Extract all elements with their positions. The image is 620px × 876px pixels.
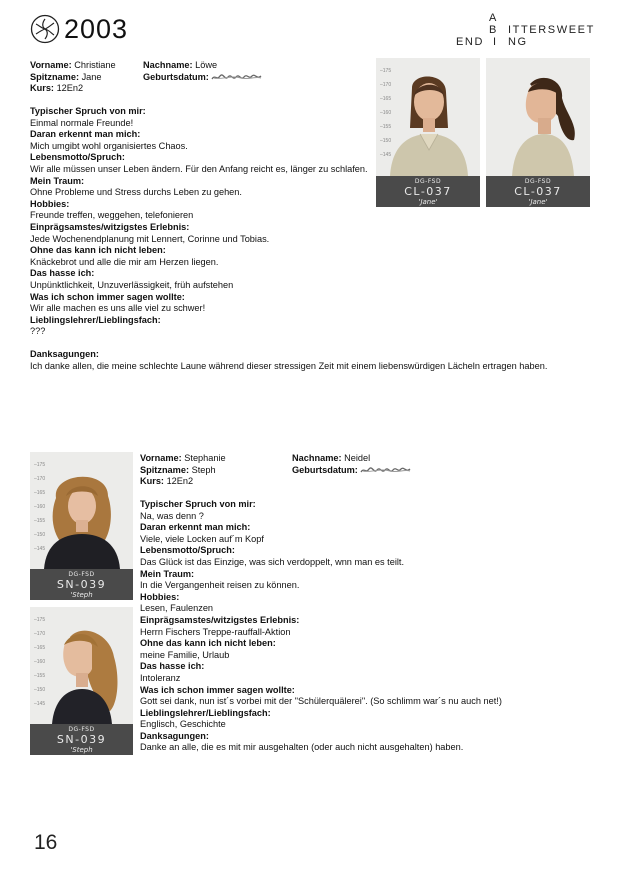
plate-school: DG-FSD (68, 726, 95, 733)
person2-questionnaire (140, 499, 590, 754)
question: Ohne das kann ich nicht leben: (30, 245, 166, 256)
person1-questionnaire (30, 106, 375, 338)
redacted-scribble-icon (211, 73, 263, 82)
answer: Englisch, Geschichte (140, 719, 226, 730)
vorname-label: Vorname: (30, 60, 72, 70)
plate-nickname: 'Steph (70, 591, 93, 599)
kurs-label: Kurs: (140, 476, 164, 487)
brand-word-ng: NG (508, 36, 528, 48)
answer: Danke an alle, die es mit mir ausgehalten (oder auch nicht ausgehalten) haben. (140, 742, 464, 753)
question: Lieblingslehrer/Lieblingsfach: (30, 314, 161, 325)
person2-info (140, 453, 560, 489)
question: Einprägsamstes/witzigstes Erlebnis: (140, 614, 300, 625)
geburtsdatum-label: Geburtsdatum: (143, 71, 209, 82)
question: Mein Traum: (30, 175, 85, 186)
question: Lebensmotto/Spruch: (140, 545, 235, 556)
answer: Herrn Fischers Treppe-rauffall-Aktion (140, 626, 291, 637)
plate-nickname: 'Steph (70, 746, 93, 754)
answer: Viele, viele Locken auf´m Kopf (140, 533, 264, 544)
plate-school: DG-FSD (524, 178, 552, 185)
question: Typischer Spruch von mir: (140, 499, 256, 509)
plate-school: DG-FSD (414, 178, 442, 185)
mugshot-front-photo: –175 –170 –165 –160 –155 –150 –145 DG-FSD SN-039 'Steph (30, 452, 133, 600)
question: Ohne das kann ich nicht leben: (140, 638, 276, 649)
question: Typischer Spruch von mir: (30, 106, 146, 116)
name-plate (376, 176, 480, 207)
plate-number: SN-039 (56, 578, 107, 591)
nachname-value: Neidel (344, 453, 371, 463)
plate-school: DG-FSD (68, 571, 95, 578)
brand-wordmark (456, 12, 596, 52)
answer: Das Glück ist das Einzige, was sich verdoppelt, wnn man es teilt. (140, 556, 405, 567)
vorname-label: Vorname: (140, 453, 182, 463)
year-title: 2003 (64, 14, 129, 44)
answer: Freunde treffen, weggehen, telefonieren (30, 210, 194, 221)
brand-word-ittersweet: ITTERSWEET (508, 24, 595, 36)
name-plate (30, 569, 133, 600)
brand-word-end: END (456, 36, 485, 48)
answer: Wir alle müssen unser Leben ändern. Für den Anfang reicht es, länger zu schlafen. (30, 163, 368, 174)
nachname-value: Löwe (195, 60, 218, 70)
brand-letter-b: B (489, 24, 498, 36)
question: Mein Traum: (140, 568, 195, 579)
name-plate (30, 724, 133, 755)
plate-nickname: 'Jane' (528, 198, 548, 206)
question: Einprägsamstes/witzigstes Erlebnis: (30, 221, 190, 232)
plate-number: CL-037 (404, 185, 452, 198)
plate-nickname: 'Jane' (418, 198, 438, 206)
answer: Jede Wochenendplanung mit Lennert, Corinne und Tobias. (30, 233, 270, 244)
answer: Wir alle machen es uns alle viel zu schwer! (30, 303, 206, 314)
logo-emblem-icon (30, 14, 60, 44)
person-profile-portrait (486, 58, 590, 176)
answer: ??? (30, 326, 46, 337)
kurs-label: Kurs: (30, 83, 54, 94)
question: Lieblingslehrer/Lieblingsfach: (140, 707, 271, 718)
question: Daran erkennt man mich: (30, 129, 141, 140)
question: Danksagungen: (140, 730, 209, 741)
question: Danksagungen: (30, 349, 99, 359)
answer: Ohne Probleme und Stress durchs Leben zu gehen. (30, 187, 242, 198)
question: Daran erkennt man mich: (140, 522, 251, 533)
brand-letter-i: I (493, 36, 498, 48)
question: Hobbies: (140, 591, 180, 602)
question: Lebensmotto/Spruch: (30, 152, 125, 163)
name-plate (486, 176, 590, 207)
brand-letter-a: A (489, 12, 498, 24)
kurs-value: 12En2 (166, 476, 194, 487)
answer: Knäckebrot und alle die mir am Herzen liegen. (30, 256, 219, 267)
plate-number: CL-037 (514, 185, 562, 198)
kurs-value: 12En2 (56, 83, 84, 94)
question: Das hasse ich: (140, 661, 205, 672)
person1-thanks (30, 349, 590, 372)
mugshot-front-photo: –175 –170 –165 –160 –155 –150 –145 DG-FSD CL-037 'Jane' (376, 58, 480, 207)
spitzname-value: Steph (191, 464, 216, 475)
person-front-portrait (30, 452, 133, 569)
answer: Einmal normale Freunde! (30, 117, 134, 128)
vorname-value: Stephanie (184, 453, 226, 463)
person-front-portrait (376, 58, 480, 176)
question: Hobbies: (30, 198, 70, 209)
question: Was ich schon immer sagen wollte: (30, 291, 185, 302)
mugshot-profile-photo (486, 58, 590, 207)
answer: meine Familie, Urlaub (140, 649, 230, 660)
question: Das hasse ich: (30, 268, 95, 279)
nachname-label: Nachname: (292, 453, 342, 463)
answer: Unpünktlichkeit, Unzuverlässigkeit, früh aufstehen (30, 279, 234, 290)
page-number: 16 (34, 831, 58, 854)
mugshot-profile-photo: –175 –170 –165 –160 –155 –150 –145 DG-FSD SN-039 'Steph (30, 607, 133, 755)
question: Was ich schon immer sagen wollte: (140, 684, 295, 695)
spitzname-label: Spitzname: (140, 464, 190, 475)
answer: In die Vergangenheit reisen zu können. (140, 580, 300, 591)
answer: Intoleranz (140, 672, 181, 683)
redacted-scribble-icon (360, 466, 412, 475)
spitzname-value: Jane (81, 71, 102, 82)
answer: Mich umgibt wohl organisiertes Chaos. (30, 140, 188, 151)
answer: Gott sei dank, nun ist´s vorbei mit der "Schülerquälerei". (So schlimm war´s nu auch net!) (140, 696, 502, 707)
answer: Na, was denn ? (140, 510, 204, 521)
plate-number: SN-039 (56, 733, 107, 746)
person-profile-portrait (30, 607, 133, 724)
vorname-value: Christiane (74, 60, 116, 70)
geburtsdatum-label: Geburtsdatum: (292, 464, 358, 475)
spitzname-label: Spitzname: (30, 71, 80, 82)
answer: Lesen, Faulenzen (140, 603, 214, 614)
answer: Ich danke allen, die meine schlechte Laune während dieser stressigen Zeit mit einem liebenswürdigen Lächeln ertragen haben. (30, 360, 548, 371)
nachname-label: Nachname: (143, 60, 193, 70)
